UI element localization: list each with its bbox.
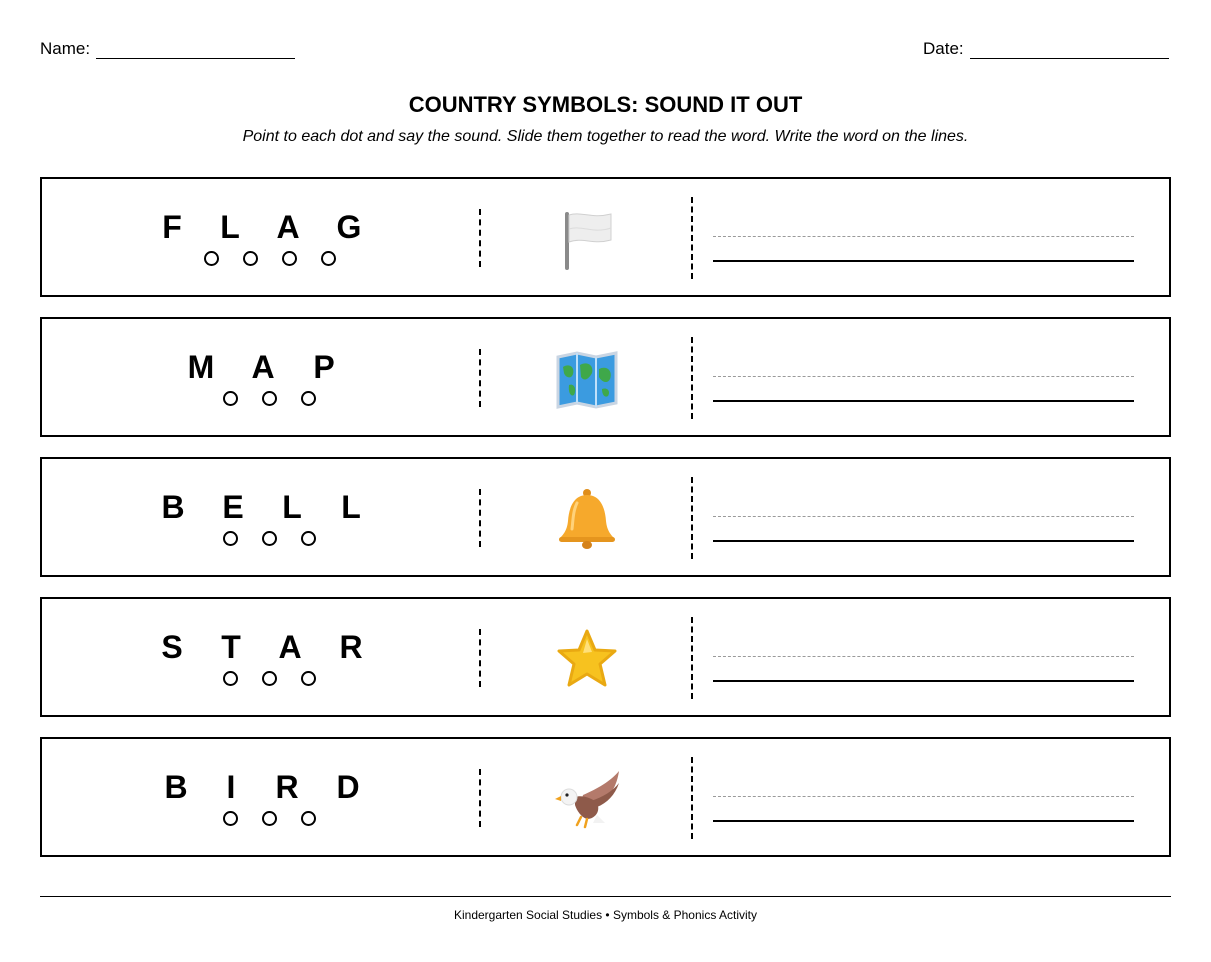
sound-dots <box>42 671 480 687</box>
sound-dot[interactable] <box>301 671 316 686</box>
dashed-divider <box>691 477 693 559</box>
dashed-divider <box>691 197 693 279</box>
letter: M <box>187 349 215 385</box>
letter: S <box>161 629 183 665</box>
sound-dots <box>42 531 480 547</box>
sound-dot[interactable] <box>204 251 219 266</box>
letter-group <box>42 489 480 525</box>
instructions: Point to each dot and say the sound. Slide them together to read the word. Write the word on the lines. <box>242 128 969 145</box>
footer-divider <box>40 896 1171 897</box>
letter: L <box>220 209 240 245</box>
sound-dot[interactable] <box>301 531 316 546</box>
name-label: Name: <box>40 39 91 58</box>
sound-dot[interactable] <box>223 391 238 406</box>
eagle-icon <box>547 767 627 831</box>
writing-line[interactable] <box>713 540 1134 542</box>
sound-dot[interactable] <box>282 251 297 266</box>
bell-icon <box>547 487 627 551</box>
sound-dots <box>42 811 480 827</box>
sound-dots <box>42 391 480 407</box>
sound-dot[interactable] <box>301 811 316 826</box>
name-line[interactable] <box>96 43 295 59</box>
word-row-bird <box>40 737 1171 857</box>
flag-icon <box>547 207 627 271</box>
sound-dot[interactable] <box>243 251 258 266</box>
letter-group <box>42 209 480 245</box>
word-row-bell <box>40 457 1171 577</box>
letter: A <box>276 209 300 245</box>
date-line[interactable] <box>970 43 1169 59</box>
sound-dot[interactable] <box>223 811 238 826</box>
word-row-star <box>40 597 1171 717</box>
letter: I <box>226 769 236 805</box>
star-icon <box>547 627 627 691</box>
dashed-divider <box>691 757 693 839</box>
letter: P <box>313 349 335 385</box>
dashed-divider <box>691 337 693 419</box>
date-field[interactable] <box>923 39 1169 59</box>
dashed-divider <box>479 209 481 267</box>
letter: T <box>221 629 241 665</box>
word-area <box>42 459 480 575</box>
letter: A <box>278 629 302 665</box>
writing-line[interactable] <box>713 260 1134 262</box>
letter: G <box>336 209 362 245</box>
dashed-divider <box>691 617 693 699</box>
dashed-divider <box>479 489 481 547</box>
name-field[interactable] <box>40 39 295 59</box>
letter: R <box>339 629 363 665</box>
letter: E <box>222 489 244 525</box>
letter-group <box>42 629 480 665</box>
writing-guide-line <box>713 376 1134 377</box>
word-row-flag <box>40 177 1171 297</box>
dashed-divider <box>479 629 481 687</box>
map-icon <box>547 347 627 411</box>
sound-dot[interactable] <box>301 391 316 406</box>
writing-line[interactable] <box>713 820 1134 822</box>
writing-line[interactable] <box>713 680 1134 682</box>
sound-dot[interactable] <box>262 391 277 406</box>
sound-dot[interactable] <box>262 671 277 686</box>
word-area <box>42 319 480 435</box>
word-area <box>42 599 480 715</box>
date-label: Date: <box>923 39 964 58</box>
letter: R <box>275 769 299 805</box>
word-area <box>42 739 480 855</box>
sound-dot[interactable] <box>223 531 238 546</box>
word-row-map <box>40 317 1171 437</box>
letter: L <box>341 489 361 525</box>
page-title: COUNTRY SYMBOLS: SOUND IT OUT <box>408 92 803 117</box>
footer-text: Kindergarten Social Studies • Symbols & Phonics Activity <box>453 908 757 922</box>
writing-line[interactable] <box>713 400 1134 402</box>
writing-guide-line <box>713 236 1134 237</box>
word-area <box>42 179 480 295</box>
sound-dots <box>42 251 480 267</box>
sound-dot[interactable] <box>262 531 277 546</box>
writing-guide-line <box>713 656 1134 657</box>
sound-dot[interactable] <box>262 811 277 826</box>
letter: B <box>161 489 185 525</box>
letter-group <box>42 349 480 385</box>
letter: B <box>164 769 188 805</box>
letter-group <box>42 769 480 805</box>
writing-guide-line <box>713 516 1134 517</box>
letter: L <box>282 489 302 525</box>
letter: F <box>162 209 182 245</box>
sound-dot[interactable] <box>223 671 238 686</box>
dashed-divider <box>479 349 481 407</box>
dashed-divider <box>479 769 481 827</box>
letter: A <box>251 349 275 385</box>
sound-dot[interactable] <box>321 251 336 266</box>
letter: D <box>336 769 360 805</box>
writing-guide-line <box>713 796 1134 797</box>
